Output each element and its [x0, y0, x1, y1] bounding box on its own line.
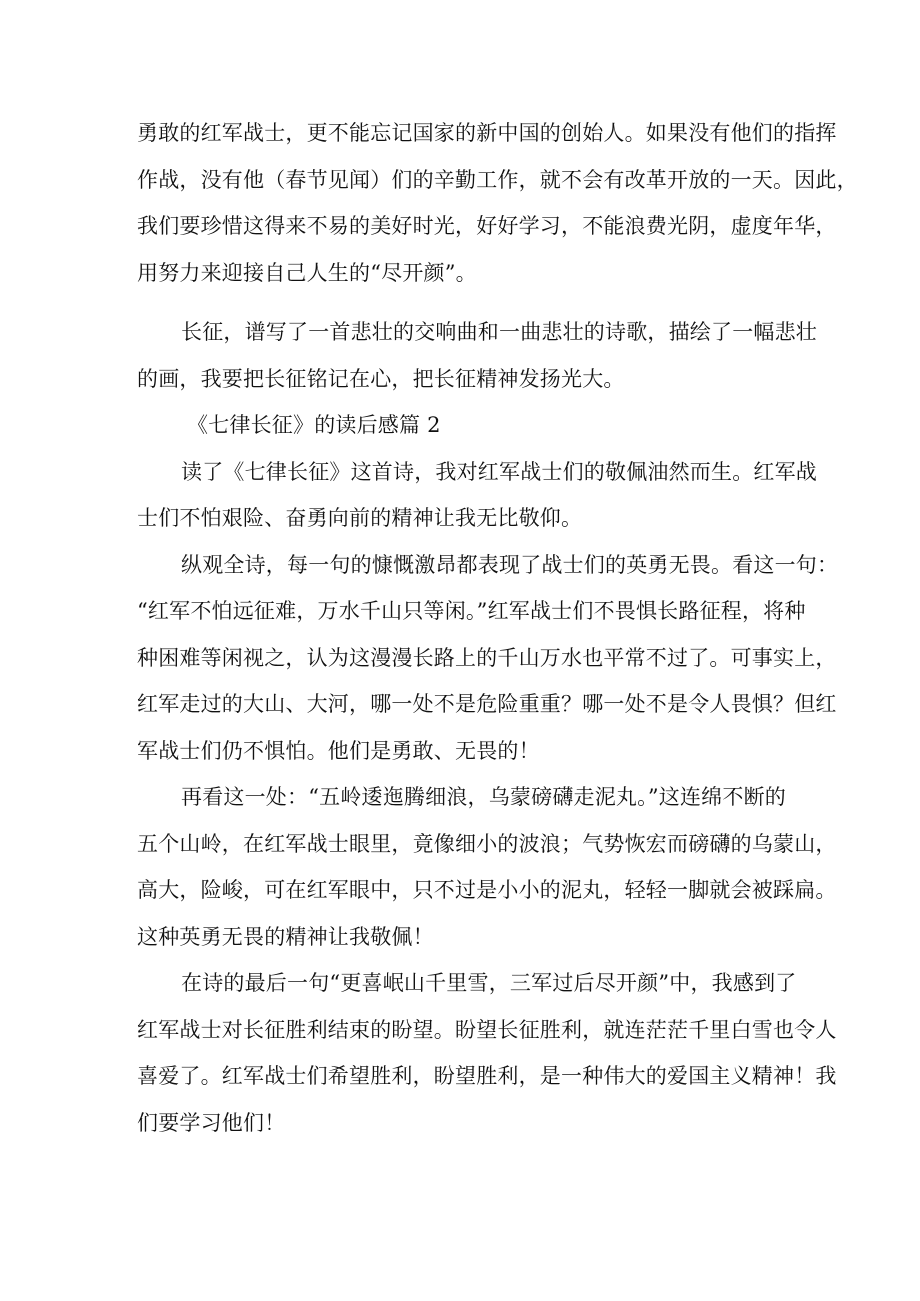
paragraph-5: [137, 774, 837, 960]
text-line: 军战士们仍不惧怕。他们是勇敢、无畏的！: [137, 738, 540, 763]
paragraph-6: [137, 960, 837, 1146]
paragraph-2: [137, 309, 817, 402]
text-line: 再看这一处：“五岭逶迤腾细浪，乌蒙磅礴走泥丸。”这连绵不断的: [181, 785, 786, 809]
text-line: 喜爱了。红军战士们希望胜利，盼望胜利，是一种伟大的爱国主义精神！我: [137, 1064, 837, 1088]
text-line: 种困难等闲视之，认为这漫漫长路上的千山万水也平常不过了。可事实上，: [137, 645, 837, 670]
text-line: 作战，没有他（春节见闻）们的辛勤工作，就不会有改革开放的一天。因此，: [137, 167, 858, 192]
paragraph-1: [137, 110, 858, 296]
document-body: [137, 110, 858, 1146]
section-heading: [137, 402, 807, 449]
text-line: “红军不怕远征难，万水千山只等闲。”红军战士们不畏惧长路征程，将种: [137, 599, 806, 623]
text-line: 这种英勇无畏的精神让我敬佩！: [137, 924, 434, 949]
text-line: 纵观全诗，每一句的慷慨激昂都表现了战士们的英勇无畏。看这一句：: [181, 552, 839, 577]
text-line: 士们不怕艰险、奋勇向前的精神让我无比敬仰。: [137, 506, 583, 530]
text-line: 我们要珍惜这得来不易的美好时光，好好学习，不能浪费光阴，虚度年华，: [137, 214, 837, 238]
paragraph-3: [137, 449, 817, 542]
heading-text: 《七律长征》的读后感篇 2: [187, 413, 441, 437]
text-line: 读了《七律长征》这首诗，我对红军战士们的敬佩油然而生。红军战: [181, 459, 817, 484]
text-line: 们要学习他们！: [137, 1110, 286, 1135]
paragraph-4: [137, 542, 839, 775]
text-line: 在诗的最后一句“更喜岷山千里雪，三军过后尽开颜”中，我感到了: [181, 971, 797, 995]
text-line: 长征，谱写了一首悲壮的交响曲和一曲悲壮的诗歌，描绘了一幅悲壮: [181, 320, 817, 344]
text-line: 用努力来迎接自己人生的“尽开颜”。: [137, 260, 477, 285]
text-line: 勇敢的红军战士，更不能忘记国家的新中国的创始人。如果没有他们的指挥: [137, 121, 837, 145]
text-line: 红军走过的大山、大河，哪一处不是危险重重？哪一处不是令人畏惧？但红: [137, 692, 837, 716]
text-line: 五个山岭，在红军战士眼里，竟像细小的波浪；气势恢宏而磅礴的乌蒙山，: [137, 831, 837, 856]
text-line: 高大，险峻，可在红军眼中，只不过是小小的泥丸，轻轻一脚就会被踩扁。: [137, 878, 837, 902]
text-line: 的画，我要把长征铭记在心，把长征精神发扬光大。: [137, 366, 625, 391]
text-line: 红军战士对长征胜利结束的盼望。盼望长征胜利，就连茫茫千里白雪也令人: [137, 1017, 837, 1042]
